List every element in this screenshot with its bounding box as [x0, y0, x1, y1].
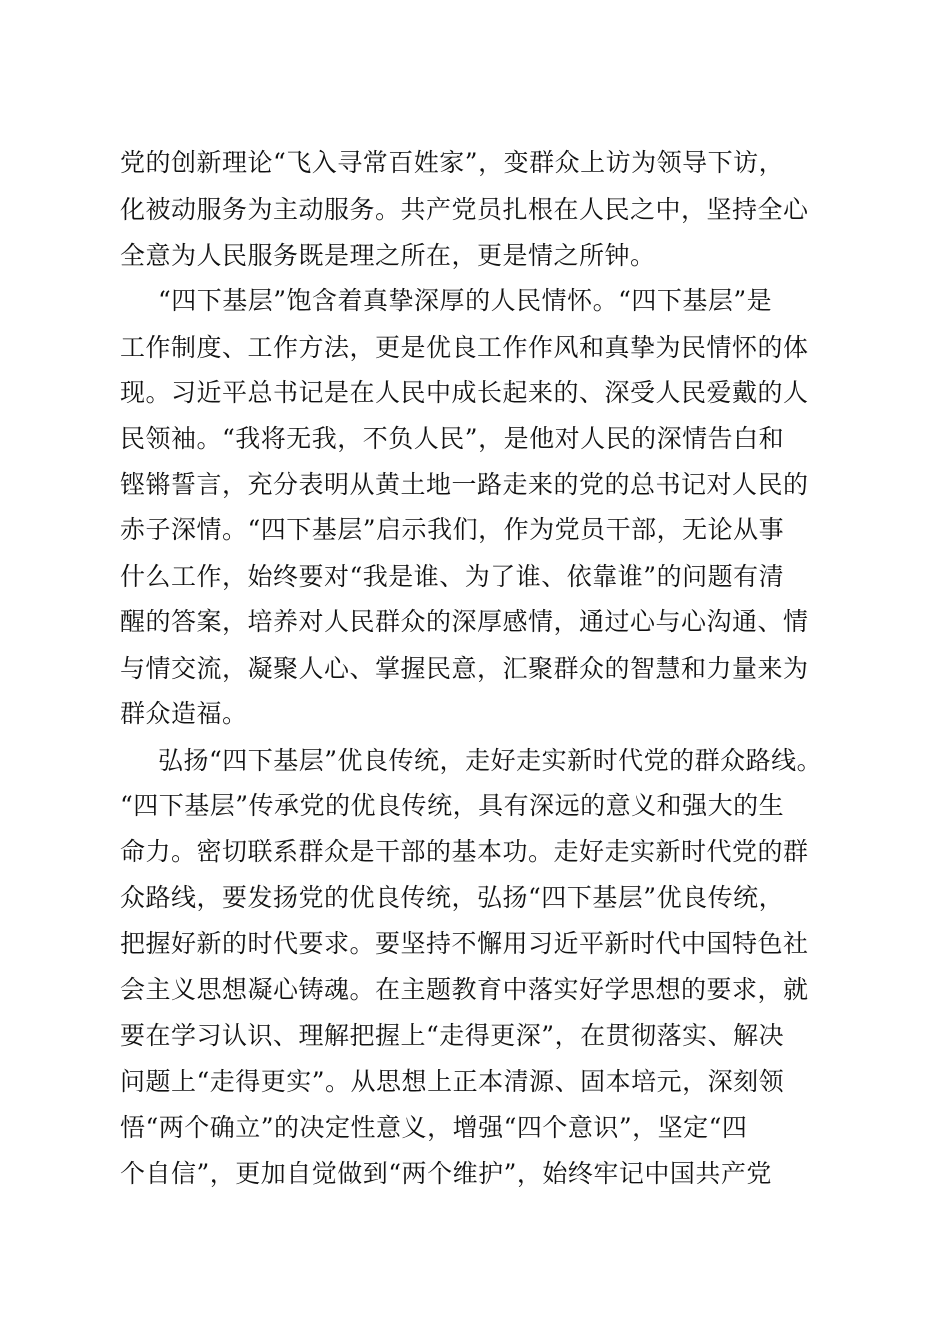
text-line: 众路线，要发扬党的优良传统，弘扬“四下基层”优良传统，: [120, 883, 785, 912]
text-line: 党的创新理论“飞入寻常百姓家”，变群众上访为领导下访，: [120, 148, 785, 177]
text-line: 铿锵誓言，充分表明从黄土地一路走来的党的总书记对人民的: [120, 470, 809, 499]
text-line: 工作制度、工作方法，更是优良工作作风和真挚为民情怀的体: [120, 333, 809, 362]
text-line: 会主义思想凝心铸魂。在主题教育中落实好学思想的要求，就: [120, 975, 809, 1004]
text-line: 与情交流，凝聚人心、掌握民意，汇聚群众的智慧和力量来为: [120, 654, 809, 683]
text-line: 民领袖。“我将无我，不负人民”，是他对人民的深情告白和: [120, 424, 785, 453]
text-line: 化被动服务为主动服务。共产党员扎根在人民之中，坚持全心: [120, 195, 809, 224]
text-line: 问题上“走得更实”。从思想上正本清源、固本培元，深刻领: [120, 1067, 785, 1096]
paragraph-start-line: 弘扬“四下基层”优良传统，走好走实新时代党的群众路线。: [158, 746, 823, 775]
text-line: 醒的答案，培养对人民群众的深厚感情，通过心与心沟通、情: [120, 607, 809, 636]
text-line: 群众造福。: [120, 699, 248, 728]
paragraph-start-line: “四下基层”饱含着真挚深厚的人民情怀。“四下基层”是: [158, 286, 773, 315]
text-line: 要在学习认识、理解把握上“走得更深”，在贯彻落实、解决: [120, 1021, 785, 1050]
text-line: 赤子深情。“四下基层”启示我们，作为党员干部，无论从事: [120, 515, 785, 544]
text-line: 全意为人民服务既是理之所在，更是情之所钟。: [120, 241, 656, 270]
text-line: 个自信”，更加自觉做到“两个维护”，始终牢记中国共产党: [120, 1159, 772, 1188]
text-line: 悟“两个确立”的决定性意义，增强“四个意识”，坚定“四: [120, 1113, 748, 1142]
text-line: 命力。密切联系群众是干部的基本功。走好走实新时代党的群: [120, 837, 809, 866]
text-line: 把握好新的时代要求。要坚持不懈用习近平新时代中国特色社: [120, 929, 809, 958]
text-line: “四下基层”传承党的优良传统，具有深远的意义和强大的生: [120, 791, 785, 820]
text-line: 现。习近平总书记是在人民中成长起来的、深受人民爱戴的人: [120, 378, 809, 407]
text-line: 什么工作，始终要对“我是谁、为了谁、依靠谁”的问题有清: [120, 562, 785, 591]
